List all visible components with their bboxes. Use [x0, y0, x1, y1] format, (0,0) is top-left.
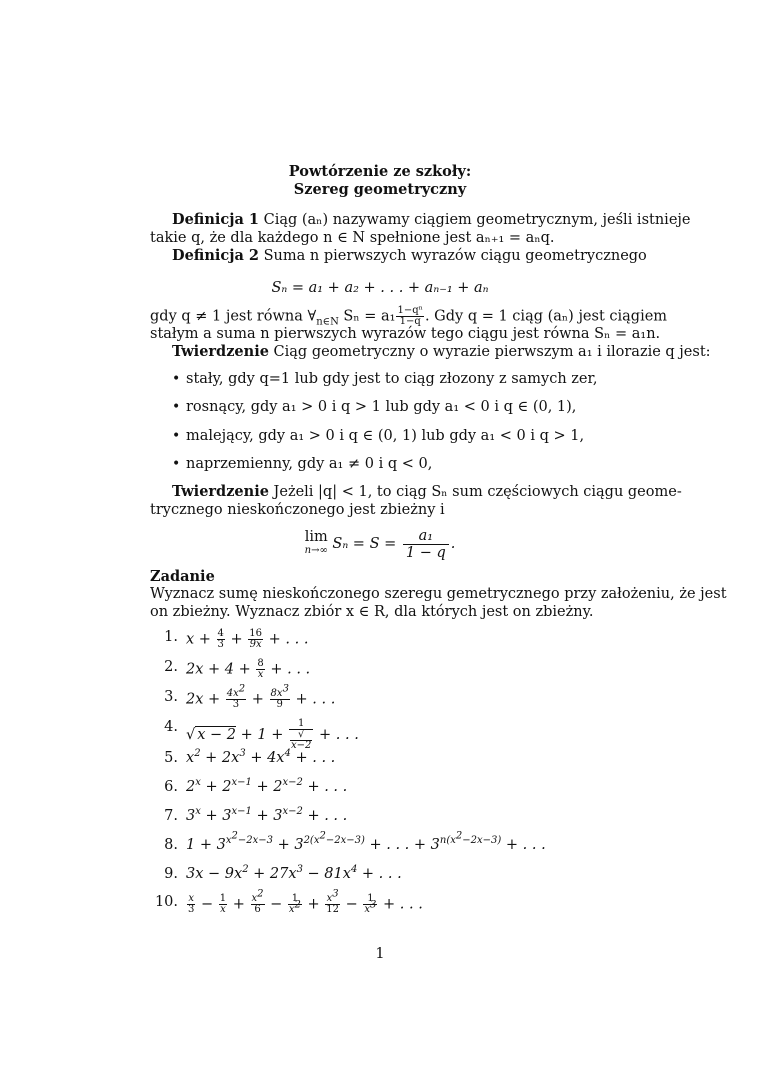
list-item: $2^x + 2^{x-1} + 2^{x-2}$ + . . . — [186, 777, 348, 795]
theorem1-bullet-4: naprzemienny, gdy a₁ ≠ 0 i q < 0, — [186, 456, 433, 472]
limit-frac-den: 1 − q — [405, 544, 446, 561]
def2-frac-num: 1−qⁿ — [397, 305, 423, 316]
title-line-1: Powtórzenie ze szkoły: — [288, 163, 472, 180]
def2-line-1 — [172, 247, 647, 265]
theorem1-text: Ciąg geometryczny o wyrazie pierwszym a₁ i ilorazie q jest: — [268, 344, 711, 360]
theorem2-line-2: trycznego nieskończonego jest zbieżny i — [150, 502, 445, 518]
def2-text: Suma n pierwszych wyrazów ciągu geometrycznego — [259, 248, 647, 264]
def1-label: Definicja 1 — [172, 211, 259, 228]
def2-line2-start: gdy q ≠ 1 jest równa ∀ — [150, 308, 317, 325]
limit-end: . — [450, 536, 456, 552]
def2-sum-fraction — [396, 306, 423, 327]
def2-frac-den: 1−q — [399, 316, 421, 327]
def1-line-2: takie q, że dla każdego n ∈ N spełnione jest aₙ₊₁ = aₙq. — [150, 230, 555, 246]
lim-word: lim — [304, 529, 328, 545]
list-number: 9. — [164, 866, 178, 882]
theorem2-label: Twierdzenie — [172, 483, 269, 500]
task-line-1: Wyznacz sumę nieskończonego szeregu gemetrycznego przy założeniu, że jest — [150, 586, 727, 602]
theorem1-bullet-1: stały, gdy q=1 lub gdy jest to ciąg złozony z samych zer, — [186, 371, 598, 387]
bullet-icon: • — [172, 371, 181, 387]
def2-line-2 — [150, 306, 667, 327]
def1-line-1 — [172, 211, 690, 229]
list-item: 2x + $\frac{4x^2}{3}$ + $\frac{8x^3}{9}$ + . . . — [186, 683, 336, 710]
list-number: 3. — [164, 689, 178, 705]
task-heading: Zadanie — [150, 568, 215, 585]
bullet-icon: • — [172, 428, 181, 444]
task-line-2: on zbieżny. Wyznacz zbiór x ∈ R, dla których jest on zbieżny. — [150, 604, 594, 620]
limit-operator — [305, 530, 328, 558]
theorem1-bullet-2: rosnący, gdy a₁ > 0 i q > 1 lub gdy a₁ < 0 i q ∈ (0, 1), — [186, 399, 577, 415]
def2-sum-formula: Sₙ = a₁ + a₂ + . . . + aₙ₋₁ + aₙ — [271, 280, 489, 296]
list-number: 1. — [164, 629, 178, 645]
limit-frac-num: a₁ — [403, 528, 449, 545]
list-number: 6. — [164, 779, 178, 795]
def2-line-3: stałym a suma n pierwszych wyrazów tego ciągu jest równa Sₙ = a₁n. — [150, 326, 661, 342]
list-item: $3^x + 3^{x-1} + 3^{x-2}$ + . . . — [186, 806, 348, 824]
title-line-2: Szereg geometryczny — [293, 181, 467, 198]
limit-formula — [0, 527, 760, 561]
lim-sub: n→∞ — [304, 545, 328, 556]
list-item: x + $\frac{4}{3}$ + $\frac{16}{9x}$ + . . . — [186, 628, 309, 650]
def2-line2-end: . Gdy q = 1 ciąg (aₙ) jest ciągiem — [424, 308, 668, 325]
limit-fraction — [403, 528, 449, 561]
list-item: $3x - 9x^2 + 27x^3 - 81x^4$ + . . . — [186, 864, 402, 882]
def2-line2-mid: Sₙ = a₁ — [338, 308, 396, 325]
list-item: $1 + 3^{x^2-2x-3} + 3^{2(x^2-2x-3)}$ + . . . + $3^{n(x^2-2x-3)}$ + . . . — [186, 831, 546, 854]
list-item: √ x − 2 + 1 + 1 √ x−2 + . . . — [186, 718, 359, 751]
bullet-icon: • — [172, 399, 181, 415]
theorem1-label: Twierdzenie — [172, 343, 269, 360]
list-number: 4. — [164, 719, 178, 735]
def1-text-1: Ciąg (aₙ) nazywamy ciągiem geometrycznym, jeśli istnieje — [259, 212, 691, 228]
list-item: $\frac{x}{3}$ − $\frac{1}{x}$ + $\frac{x^2}{6}$ − $\frac{1}{x^2}$ + $\frac{x^3}{12}$ − $\frac{1}{x^3}$ + . . . — [188, 888, 423, 915]
theorem1-bullet-3: malejący, gdy a₁ > 0 i q ∈ (0, 1) lub gdy a₁ < 0 i q > 1, — [186, 428, 585, 444]
bullet-icon: • — [172, 456, 181, 472]
list-number: 2. — [164, 659, 178, 675]
list-item: $x^2 + 2x^3 + 4x^4$ + . . . — [186, 748, 336, 766]
theorem2-line-1 — [172, 483, 682, 501]
list-number: 5. — [164, 750, 178, 766]
theorem2-text-1: Jeżeli |q| < 1, to ciąg Sₙ sum częściowych ciągu geome- — [268, 484, 682, 500]
limit-mid: Sₙ = S = — [327, 536, 401, 552]
list-number: 8. — [164, 837, 178, 853]
def2-forall-sub: n∈N — [316, 316, 339, 328]
list-number: 10. — [154, 894, 178, 910]
page-number: 1 — [375, 946, 385, 962]
theorem1-line — [172, 343, 711, 361]
list-number: 7. — [164, 808, 178, 824]
def2-label: Definicja 2 — [172, 247, 259, 264]
list-item: 2x + 4 + $\frac{8}{x}$ + . . . — [186, 658, 311, 680]
